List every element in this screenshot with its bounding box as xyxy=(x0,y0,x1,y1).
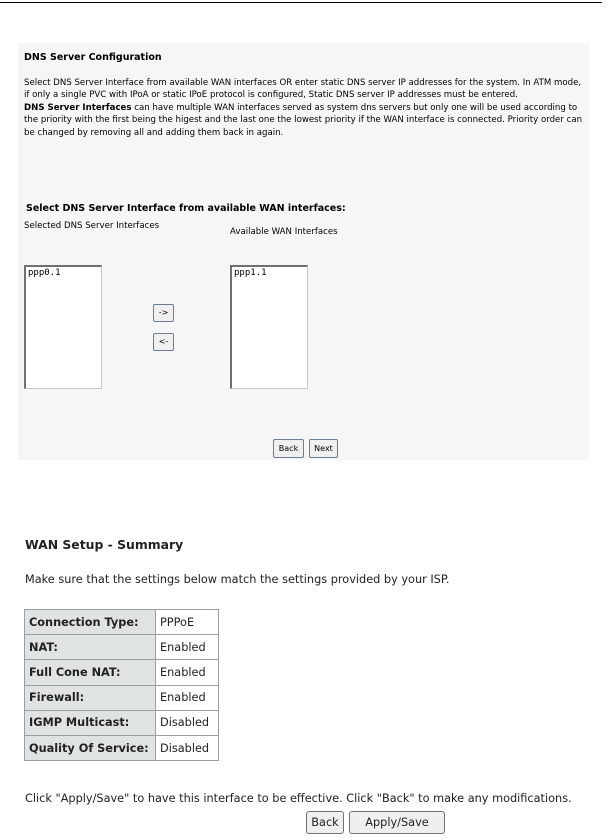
dns-desc-part1: Select DNS Server Interface from available WAN interfaces OR enter static DNS server IP addresses for the system. In ATM mode, if only a single PVC with IPoA or static IPoE protocol is configured, Static DNS server IP addresses must be entered. xyxy=(24,78,582,101)
top-rule xyxy=(0,2,602,3)
list-item[interactable]: ppp0.1 xyxy=(28,268,61,278)
available-wan-label: Available WAN Interfaces xyxy=(230,227,338,237)
table-row xyxy=(25,685,219,710)
add-interface-button[interactable]: -> xyxy=(153,304,174,322)
dns-description xyxy=(24,77,586,139)
selected-dns-listbox[interactable] xyxy=(24,265,102,389)
firewall-label: Firewall: xyxy=(25,685,156,710)
summary-back-button[interactable]: Back xyxy=(306,811,344,834)
table-row xyxy=(25,710,219,735)
summary-footer: Click "Apply/Save" to have this interface to be effective. Click "Back" to make any modifications. xyxy=(25,792,572,805)
full-cone-nat-value: Enabled xyxy=(156,660,219,685)
nat-label: NAT: xyxy=(25,635,156,660)
qos-value: Disabled xyxy=(156,735,219,760)
dns-title: DNS Server Configuration xyxy=(24,52,162,63)
dns-back-button[interactable]: Back xyxy=(273,439,304,458)
summary-title: WAN Setup - Summary xyxy=(25,537,184,552)
summary-intro: Make sure that the settings below match the settings provided by your ISP. xyxy=(25,573,450,586)
dns-next-button[interactable]: Next xyxy=(309,439,338,458)
qos-label: Quality Of Service: xyxy=(25,735,156,760)
apply-save-button[interactable]: Apply/Save xyxy=(349,811,445,834)
table-row xyxy=(25,735,219,760)
connection-type-value: PPPoE xyxy=(156,610,219,635)
remove-interface-button[interactable]: <- xyxy=(153,333,174,351)
firewall-value: Enabled xyxy=(156,685,219,710)
igmp-multicast-label: IGMP Multicast: xyxy=(25,710,156,735)
full-cone-nat-label: Full Cone NAT: xyxy=(25,660,156,685)
dns-config-panel xyxy=(18,43,589,460)
summary-table xyxy=(24,609,219,761)
available-wan-listbox[interactable] xyxy=(230,265,308,389)
table-row xyxy=(25,660,219,685)
dns-desc-bold: DNS Server Interfaces xyxy=(24,102,132,113)
nat-value: Enabled xyxy=(156,635,219,660)
connection-type-label: Connection Type: xyxy=(25,610,156,635)
selected-dns-label: Selected DNS Server Interfaces xyxy=(24,221,160,231)
igmp-multicast-value: Disabled xyxy=(156,710,219,735)
dns-desc-part2: can have multiple WAN interfaces served as system dns servers but only one will be used according to the priority with the first being the higest and the last one the lowest priority if the WAN interface is connected. Priority order can be changed by removing all and adding them back in again. xyxy=(24,102,583,138)
table-row xyxy=(25,610,219,635)
list-item[interactable]: ppp1.1 xyxy=(234,268,267,278)
table-row xyxy=(25,635,219,660)
dns-select-title: Select DNS Server Interface from available WAN interfaces: xyxy=(26,203,346,214)
